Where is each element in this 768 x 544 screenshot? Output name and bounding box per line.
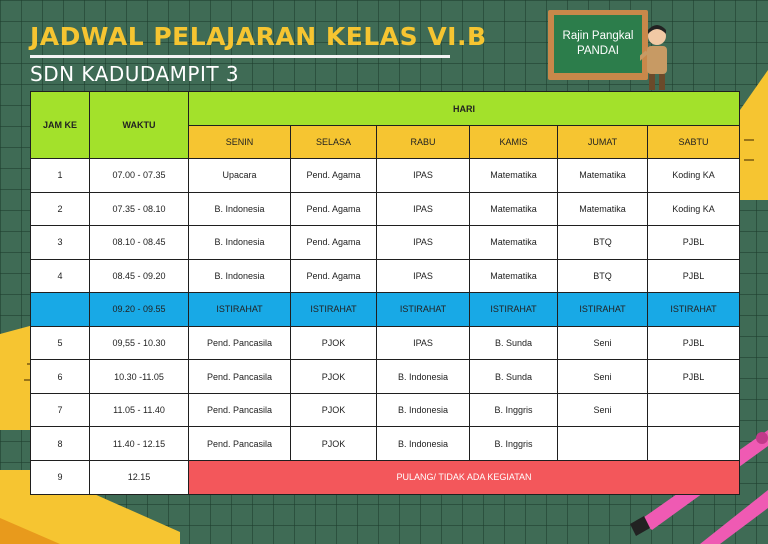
header-day: KAMIS: [470, 126, 558, 159]
subject-cell: B. Indonesia: [189, 226, 291, 260]
teacher-figure-icon: [640, 24, 674, 92]
page-title: JADWAL PELAJARAN KELAS VI.B: [30, 22, 487, 51]
table-row: [31, 259, 740, 293]
table-row: [31, 427, 740, 461]
table-row-last: [31, 460, 740, 494]
jam-cell: 6: [31, 360, 90, 394]
table-row: [31, 326, 740, 360]
header-day: RABU: [377, 126, 470, 159]
subject-cell: Pend. Agama: [291, 159, 377, 193]
subject-cell: B. Indonesia: [189, 259, 291, 293]
table-row: [31, 226, 740, 260]
subject-cell: [558, 427, 648, 461]
subject-cell: Seni: [558, 326, 648, 360]
subject-cell: PJBL: [648, 259, 740, 293]
subject-cell: IPAS: [377, 226, 470, 260]
subject-cell: ISTIRAHAT: [470, 293, 558, 327]
subject-cell: PJBL: [648, 360, 740, 394]
header-row-top: [31, 92, 740, 126]
waktu-cell: 10.30 -11.05: [90, 360, 189, 394]
subject-cell: ISTIRAHAT: [291, 293, 377, 327]
subject-cell: ISTIRAHAT: [189, 293, 291, 327]
waktu-cell: 08.10 - 08.45: [90, 226, 189, 260]
subject-cell: Matematika: [470, 259, 558, 293]
waktu-cell: 07.00 - 07.35: [90, 159, 189, 193]
subject-cell: Matematika: [470, 192, 558, 226]
subject-cell: IPAS: [377, 259, 470, 293]
jam-cell: 2: [31, 192, 90, 226]
subject-cell: Koding KA: [648, 192, 740, 226]
waktu-cell: 09,55 - 10.30: [90, 326, 189, 360]
subject-cell: B. Sunda: [470, 360, 558, 394]
subject-cell: ISTIRAHAT: [558, 293, 648, 327]
subject-cell: Matematika: [558, 192, 648, 226]
jam-cell: [31, 293, 90, 327]
waktu-cell: 09.20 - 09.55: [90, 293, 189, 327]
school-name: SDN KADUDAMPIT 3: [30, 62, 240, 86]
subject-cell: Upacara: [189, 159, 291, 193]
header-jam-ke: JAM KE: [31, 92, 90, 159]
subject-cell: Pend. Pancasila: [189, 326, 291, 360]
subject-cell: B. Indonesia: [189, 192, 291, 226]
table-row: [31, 393, 740, 427]
waktu-cell: 12.15: [90, 460, 189, 494]
subject-cell: IPAS: [377, 159, 470, 193]
table-row: [31, 192, 740, 226]
subject-cell: B. Indonesia: [377, 427, 470, 461]
subject-cell: ISTIRAHAT: [377, 293, 470, 327]
schedule-table: [30, 91, 740, 495]
subject-cell: BTQ: [558, 259, 648, 293]
subject-cell: Pend. Pancasila: [189, 427, 291, 461]
jam-cell: 5: [31, 326, 90, 360]
subject-cell: PJBL: [648, 226, 740, 260]
subject-cell: IPAS: [377, 326, 470, 360]
header-day: SELASA: [291, 126, 377, 159]
subject-cell: B. Indonesia: [377, 360, 470, 394]
subject-cell: PJOK: [291, 427, 377, 461]
subject-cell: IPAS: [377, 192, 470, 226]
jam-cell: 8: [31, 427, 90, 461]
subject-cell: PJOK: [291, 326, 377, 360]
subject-cell: B. Indonesia: [377, 393, 470, 427]
subject-cell: B. Inggris: [470, 427, 558, 461]
subject-cell: PJBL: [648, 326, 740, 360]
subject-cell: Pend. Agama: [291, 192, 377, 226]
break-row: [31, 293, 740, 327]
subject-cell: [648, 427, 740, 461]
header-hari: HARI: [189, 92, 740, 126]
subject-cell: PJOK: [291, 360, 377, 394]
subject-cell: Koding KA: [648, 159, 740, 193]
subject-cell: Pend. Agama: [291, 226, 377, 260]
subject-cell: Pend. Agama: [291, 259, 377, 293]
header-day: JUMAT: [558, 126, 648, 159]
jam-cell: 3: [31, 226, 90, 260]
waktu-cell: 08.45 - 09.20: [90, 259, 189, 293]
title-underline: [30, 55, 450, 58]
header-waktu: WAKTU: [90, 92, 189, 159]
pulang-note: PULANG/ TIDAK ADA KEGIATAN: [189, 460, 740, 494]
subject-cell: [648, 393, 740, 427]
waktu-cell: 11.40 - 12.15: [90, 427, 189, 461]
subject-cell: Pend. Pancasila: [189, 393, 291, 427]
board-line-2: PANDAI: [577, 45, 619, 57]
subject-cell: ISTIRAHAT: [648, 293, 740, 327]
subject-cell: BTQ: [558, 226, 648, 260]
header-day: SABTU: [648, 126, 740, 159]
jam-cell: 9: [31, 460, 90, 494]
table-row: [31, 159, 740, 193]
subject-cell: Pend. Pancasila: [189, 360, 291, 394]
subject-cell: Matematika: [470, 159, 558, 193]
subject-cell: B. Inggris: [470, 393, 558, 427]
ruler-right-top-icon: [740, 70, 768, 200]
subject-cell: Matematika: [470, 226, 558, 260]
subject-cell: Seni: [558, 360, 648, 394]
subject-cell: B. Sunda: [470, 326, 558, 360]
chalkboard-sign: [548, 10, 648, 80]
board-line-1: Rajin Pangkal: [562, 30, 634, 42]
waktu-cell: 07.35 - 08.10: [90, 192, 189, 226]
subject-cell: Matematika: [558, 159, 648, 193]
subject-cell: PJOK: [291, 393, 377, 427]
jam-cell: 4: [31, 259, 90, 293]
table-row: [31, 360, 740, 394]
header-day: SENIN: [189, 126, 291, 159]
jam-cell: 1: [31, 159, 90, 193]
subject-cell: Seni: [558, 393, 648, 427]
waktu-cell: 11.05 - 11.40: [90, 393, 189, 427]
jam-cell: 7: [31, 393, 90, 427]
